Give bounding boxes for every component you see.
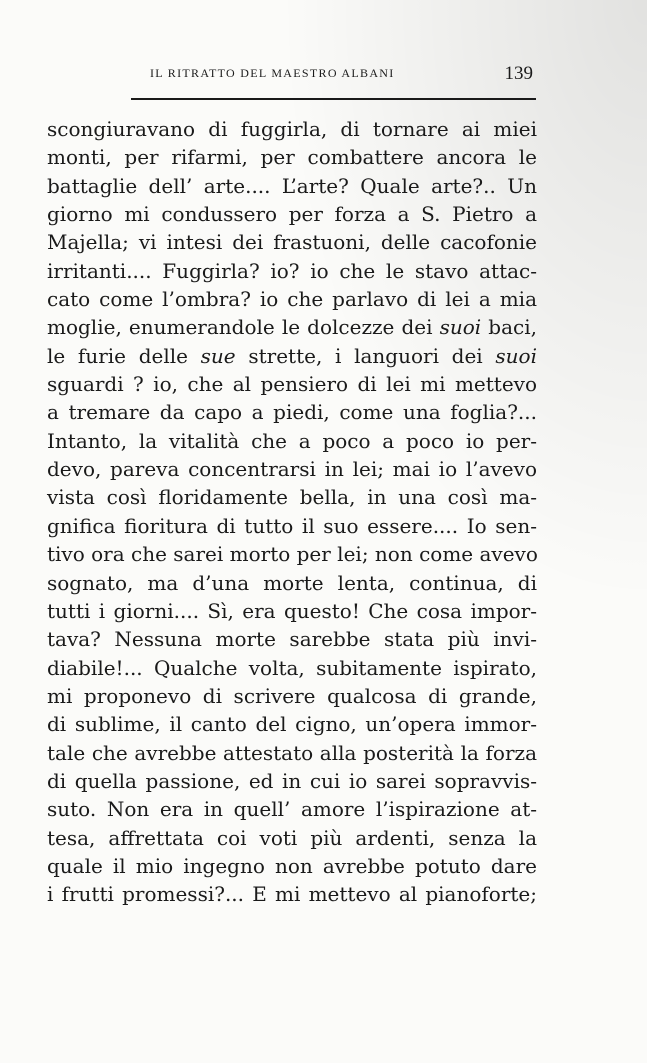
text-line: diabile!... Qualche volta, subitamente ispirato, [47, 655, 537, 680]
text-line: mi proponevo di scrivere qualcosa di grande, [47, 683, 537, 708]
text-line: tesa, affrettata coi voti più ardenti, senza la [47, 825, 537, 850]
text-line: quale il mio ingegno non avrebbe potuto dare [47, 853, 537, 878]
text-line: tava? Nessuna morte sarebbe stata più invi- [47, 627, 537, 652]
text-line: le furie delle sue strette, i languori dei suoi [47, 343, 537, 368]
text-line: moglie, enumerandole le dolcezze dei suoi baci, [47, 315, 537, 340]
text-line: di sublime, il canto del cigno, un’opera immor- [47, 712, 537, 737]
running-head [150, 64, 535, 86]
text-line: Majella; vi intesi dei frastuoni, delle cacofonie [47, 230, 537, 255]
text-line: battaglie dell’ arte.... L’arte? Quale arte?.. Un [47, 173, 537, 198]
text-line: suto. Non era in quell’ amore l’ispirazione at- [47, 797, 537, 822]
text-line: tivo ora che sarei morto per lei; non come avevo [47, 542, 538, 567]
text-line: cato come l’ombra? io che parlavo di lei a mia [47, 287, 537, 312]
text-line: scongiuravano di fuggirla, di tornare ai miei [47, 117, 537, 141]
text-line: gnifica fioritura di tutto il suo essere.... Io sen- [47, 513, 537, 538]
running-title: IL RITRATTO DEL MAESTRO ALBANI [150, 66, 395, 80]
text-line: Intanto, la vitalità che a poco a poco io per- [47, 428, 537, 453]
text-line: vista così floridamente bella, in una così ma- [47, 485, 537, 510]
text-line: tutti i giorni.... Sì, era questo! Che cosa impor- [47, 598, 537, 623]
text-line: a tremare da capo a piedi, come una foglia?... [47, 400, 537, 425]
text-line: tale che avrebbe attestato alla posterità la forza [47, 740, 537, 765]
text-line: irritanti.... Fuggirla? io? io che le stavo attac- [47, 258, 537, 283]
text-line: di quella passione, ed in cui io sarei sopravvis- [47, 768, 537, 793]
text-line: i frutti promessi?... E mi mettevo al pianoforte; [47, 882, 537, 907]
text-line: monti, per rifarmi, per combattere ancora le [47, 145, 537, 170]
page-number: 139 [504, 63, 533, 84]
text-line: sguardi ? io, che al pensiero di lei mi mettevo [47, 372, 537, 397]
text-line: giorno mi condussero per forza a S. Pietro a [47, 202, 537, 227]
body-text [47, 115, 537, 909]
text-line: sognato, ma d’una morte lenta, continua, di [47, 570, 537, 595]
text-line: devo, pareva concentrarsi in lei; mai io l’avevo [47, 457, 537, 482]
header-rule [131, 98, 536, 100]
